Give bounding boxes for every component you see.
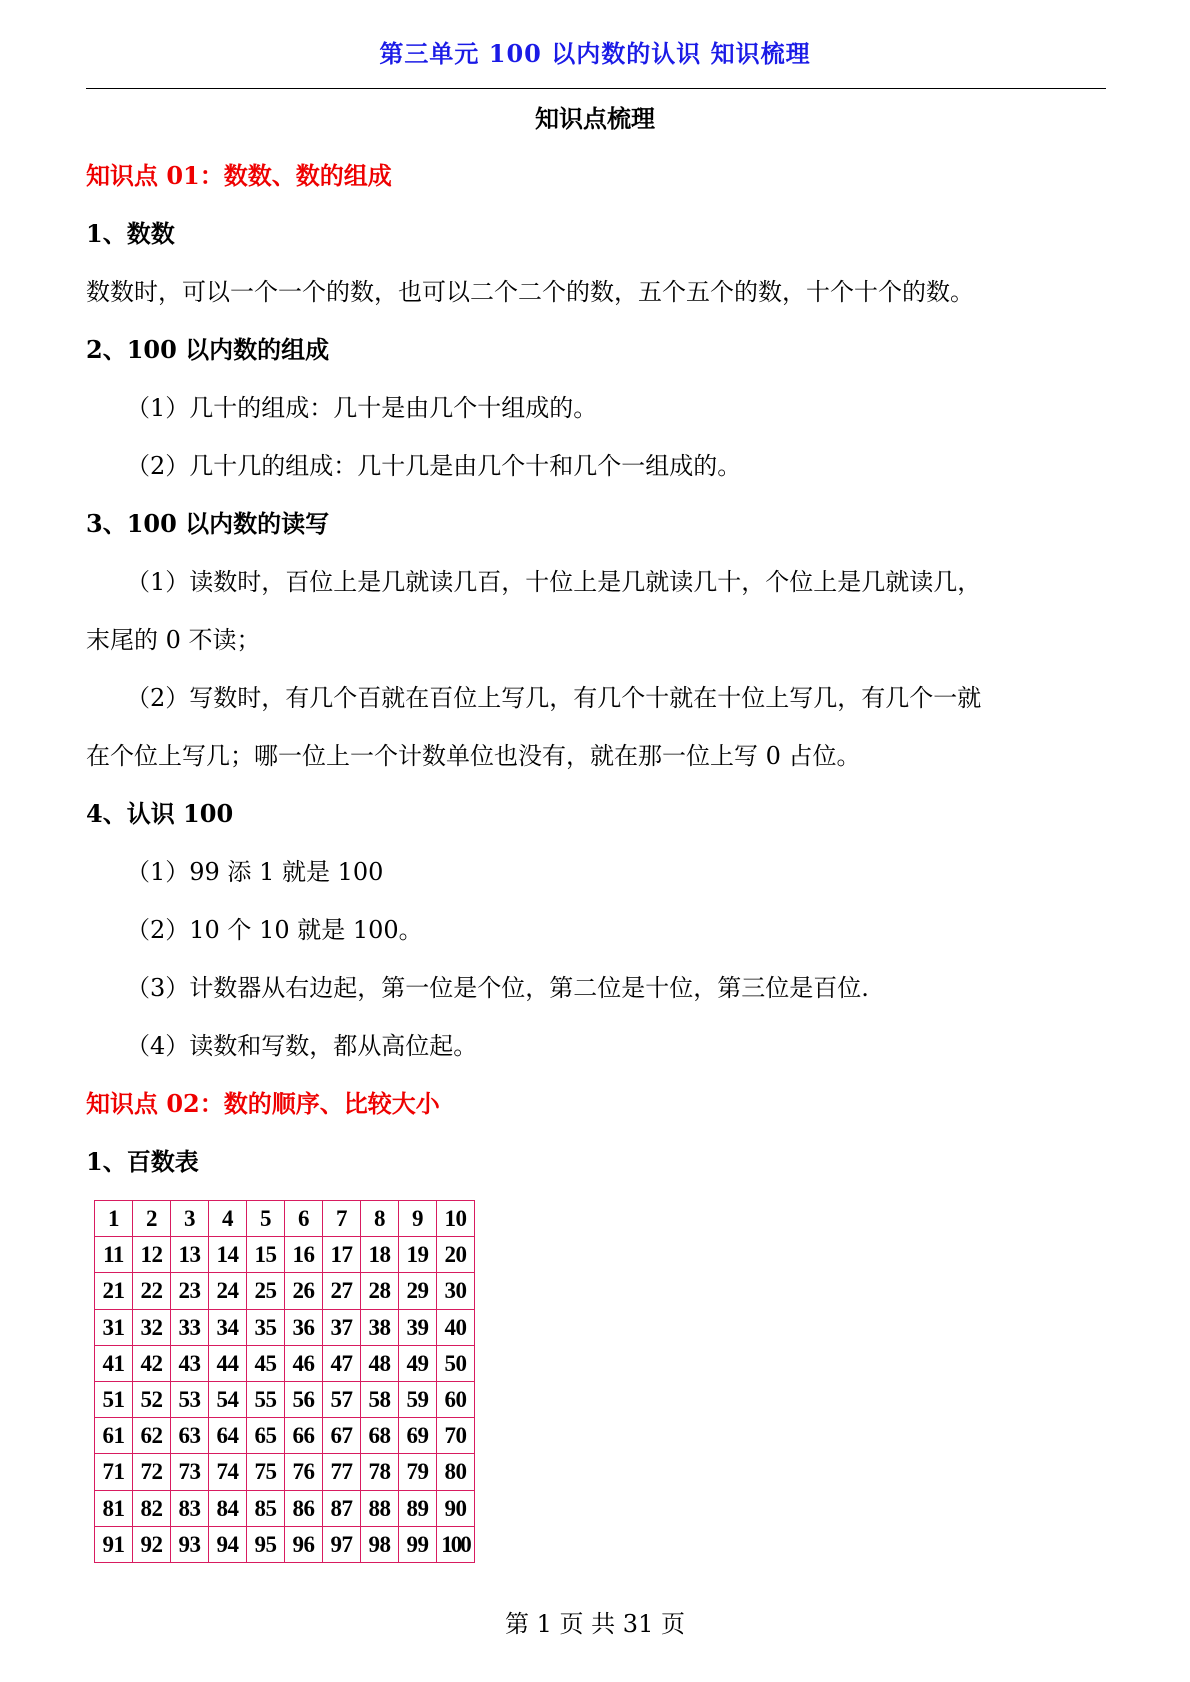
- table-cell: 54: [209, 1381, 247, 1417]
- table-cell: 5: [247, 1201, 285, 1237]
- list-item: （2）几十几的组成：几十几是由几个十和几个一组成的。: [126, 452, 742, 480]
- table-cell: 93: [171, 1526, 209, 1562]
- table-cell: 18: [361, 1237, 399, 1273]
- table-row: [95, 1345, 475, 1381]
- table-cell: 14: [209, 1237, 247, 1273]
- table-cell: 38: [361, 1309, 399, 1345]
- table-cell: 30: [437, 1273, 475, 1309]
- list-item-continuation: 在个位上写几；哪一位上一个计数单位也没有，就在那一位上写 0 占位。: [86, 742, 861, 770]
- table-cell: 19: [399, 1237, 437, 1273]
- table-cell: 84: [209, 1490, 247, 1526]
- table-cell: 41: [95, 1345, 133, 1381]
- table-cell: 85: [247, 1490, 285, 1526]
- document-title: 第三单元 100 以内数的认识 知识梳理: [379, 39, 811, 68]
- section-heading-01: 知识点 01：数数、数的组成: [86, 161, 392, 190]
- table-cell: 42: [133, 1345, 171, 1381]
- table-cell: 88: [361, 1490, 399, 1526]
- table-cell: 12: [133, 1237, 171, 1273]
- table-cell: 51: [95, 1381, 133, 1417]
- table-cell: 89: [399, 1490, 437, 1526]
- list-item: （2）写数时，有几个百就在百位上写几，有几个十就在十位上写几，有几个一就: [126, 684, 982, 712]
- table-cell: 34: [209, 1309, 247, 1345]
- table-cell: 87: [323, 1490, 361, 1526]
- table-cell: 61: [95, 1418, 133, 1454]
- list-item-continuation: 末尾的 0 不读；: [86, 626, 261, 654]
- list-item: （4）读数和写数，都从高位起。: [126, 1032, 478, 1060]
- table-cell: 8: [361, 1201, 399, 1237]
- table-row: [95, 1201, 475, 1237]
- table-cell: 86: [285, 1490, 323, 1526]
- table-cell: 82: [133, 1490, 171, 1526]
- table-row: [95, 1526, 475, 1562]
- page-footer: 第 1 页 共 31 页: [505, 1610, 685, 1638]
- table-cell: 6: [285, 1201, 323, 1237]
- table-cell: 16: [285, 1237, 323, 1273]
- table-cell: 2: [133, 1201, 171, 1237]
- subheading-composition: 2、100 以内数的组成: [86, 335, 330, 364]
- table-cell: 73: [171, 1454, 209, 1490]
- table-cell: 35: [247, 1309, 285, 1345]
- table-row: [95, 1454, 475, 1490]
- table-cell: 40: [437, 1309, 475, 1345]
- table-cell: 48: [361, 1345, 399, 1381]
- table-cell: 29: [399, 1273, 437, 1309]
- list-item: （2）10 个 10 就是 100。: [126, 916, 423, 944]
- list-item: （1）读数时，百位上是几就读几百，十位上是几就读几十，个位上是几就读几，: [126, 568, 982, 596]
- table-cell: 4: [209, 1201, 247, 1237]
- table-cell: 55: [247, 1381, 285, 1417]
- table-cell: 32: [133, 1309, 171, 1345]
- table-cell: 74: [209, 1454, 247, 1490]
- table-cell: 33: [171, 1309, 209, 1345]
- table-cell: 100: [437, 1526, 475, 1562]
- table-cell: 28: [361, 1273, 399, 1309]
- table-cell: 96: [285, 1526, 323, 1562]
- table-cell: 62: [133, 1418, 171, 1454]
- table-cell: 60: [437, 1381, 475, 1417]
- subheading-read-write: 3、100 以内数的读写: [86, 509, 330, 538]
- table-cell: 72: [133, 1454, 171, 1490]
- table-cell: 64: [209, 1418, 247, 1454]
- section-heading-02: 知识点 02：数的顺序、比较大小: [86, 1089, 440, 1118]
- table-cell: 95: [247, 1526, 285, 1562]
- table-cell: 71: [95, 1454, 133, 1490]
- table-cell: 13: [171, 1237, 209, 1273]
- table-cell: 11: [95, 1237, 133, 1273]
- table-cell: 63: [171, 1418, 209, 1454]
- table-cell: 10: [437, 1201, 475, 1237]
- table-cell: 58: [361, 1381, 399, 1417]
- table-cell: 47: [323, 1345, 361, 1381]
- table-cell: 90: [437, 1490, 475, 1526]
- hundred-chart: [94, 1200, 475, 1563]
- table-row: [95, 1237, 475, 1273]
- table-row: [95, 1309, 475, 1345]
- table-cell: 98: [361, 1526, 399, 1562]
- table-cell: 7: [323, 1201, 361, 1237]
- page-heading: 知识点梳理: [535, 104, 655, 133]
- table-cell: 23: [171, 1273, 209, 1309]
- table-cell: 67: [323, 1418, 361, 1454]
- table-cell: 91: [95, 1526, 133, 1562]
- paragraph-counting: 数数时，可以一个一个的数，也可以二个二个的数，五个五个的数，十个十个的数。: [86, 278, 974, 306]
- table-cell: 17: [323, 1237, 361, 1273]
- table-cell: 43: [171, 1345, 209, 1381]
- list-item: （3）计数器从右边起，第一位是个位，第二位是十位，第三位是百位.: [126, 974, 869, 1002]
- table-cell: 31: [95, 1309, 133, 1345]
- table-row: [95, 1381, 475, 1417]
- table-cell: 9: [399, 1201, 437, 1237]
- table-cell: 94: [209, 1526, 247, 1562]
- table-cell: 78: [361, 1454, 399, 1490]
- table-cell: 75: [247, 1454, 285, 1490]
- table-row: [95, 1490, 475, 1526]
- table-row: [95, 1418, 475, 1454]
- table-row: [95, 1273, 475, 1309]
- table-cell: 77: [323, 1454, 361, 1490]
- table-cell: 36: [285, 1309, 323, 1345]
- table-cell: 70: [437, 1418, 475, 1454]
- table-cell: 81: [95, 1490, 133, 1526]
- table-cell: 20: [437, 1237, 475, 1273]
- table-cell: 1: [95, 1201, 133, 1237]
- table-cell: 92: [133, 1526, 171, 1562]
- table-cell: 50: [437, 1345, 475, 1381]
- table-cell: 56: [285, 1381, 323, 1417]
- table-cell: 57: [323, 1381, 361, 1417]
- table-cell: 44: [209, 1345, 247, 1381]
- table-cell: 76: [285, 1454, 323, 1490]
- table-cell: 22: [133, 1273, 171, 1309]
- table-cell: 66: [285, 1418, 323, 1454]
- table-cell: 53: [171, 1381, 209, 1417]
- table-cell: 24: [209, 1273, 247, 1309]
- table-cell: 97: [323, 1526, 361, 1562]
- table-cell: 52: [133, 1381, 171, 1417]
- table-cell: 59: [399, 1381, 437, 1417]
- table-cell: 65: [247, 1418, 285, 1454]
- subheading-counting: 1、数数: [86, 219, 175, 248]
- table-cell: 3: [171, 1201, 209, 1237]
- hundred-chart-table: [94, 1200, 475, 1563]
- table-cell: 49: [399, 1345, 437, 1381]
- subheading-hundred-chart: 1、百数表: [86, 1147, 199, 1176]
- table-cell: 37: [323, 1309, 361, 1345]
- list-item: （1）99 添 1 就是 100: [126, 858, 384, 886]
- table-cell: 26: [285, 1273, 323, 1309]
- table-cell: 25: [247, 1273, 285, 1309]
- subheading-know-100: 4、认识 100: [86, 799, 234, 828]
- table-cell: 21: [95, 1273, 133, 1309]
- table-cell: 45: [247, 1345, 285, 1381]
- table-cell: 68: [361, 1418, 399, 1454]
- table-cell: 15: [247, 1237, 285, 1273]
- table-cell: 46: [285, 1345, 323, 1381]
- header-divider: [86, 88, 1106, 89]
- table-cell: 80: [437, 1454, 475, 1490]
- list-item: （1）几十的组成：几十是由几个十组成的。: [126, 394, 598, 422]
- table-cell: 99: [399, 1526, 437, 1562]
- table-cell: 27: [323, 1273, 361, 1309]
- table-cell: 83: [171, 1490, 209, 1526]
- table-cell: 79: [399, 1454, 437, 1490]
- table-cell: 39: [399, 1309, 437, 1345]
- table-cell: 69: [399, 1418, 437, 1454]
